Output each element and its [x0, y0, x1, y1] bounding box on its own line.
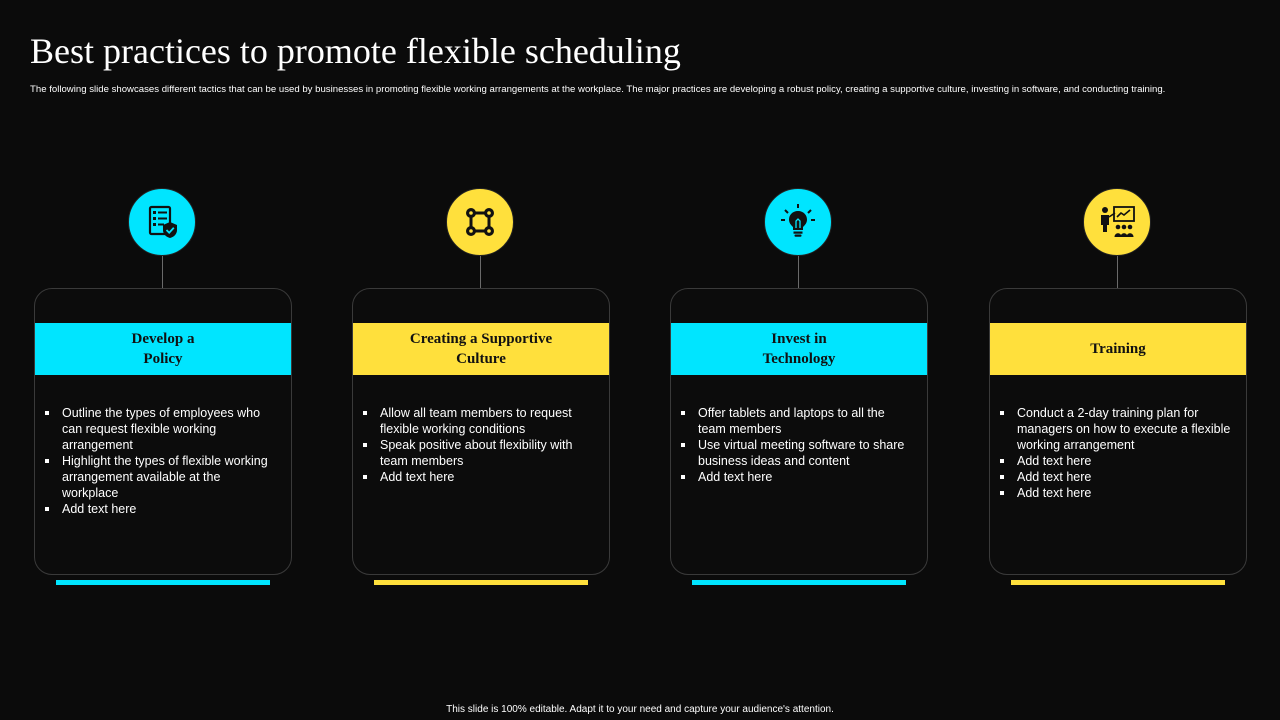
- card-heading: Training: [990, 323, 1246, 375]
- list-item: Add text here: [1017, 485, 1234, 501]
- list-item: Highlight the types of flexible working arrangement available at the workplace: [62, 453, 279, 501]
- practice-card: [989, 288, 1247, 575]
- card-heading: Invest in Technology: [671, 323, 927, 375]
- policy-icon-circle: [128, 188, 196, 256]
- list-item: Add text here: [62, 501, 279, 517]
- training-icon-circle: [1083, 188, 1151, 256]
- list-item: Add text here: [1017, 469, 1234, 485]
- card-accent-bar: [1011, 580, 1225, 585]
- training-presentation-icon: [1097, 202, 1137, 242]
- practice-card: [34, 288, 292, 575]
- card-bullet-list: [990, 405, 1246, 501]
- card-heading: Develop a Policy: [35, 323, 291, 375]
- card-bullet-list: [35, 405, 291, 517]
- practice-column-training: [989, 188, 1247, 588]
- list-item: Offer tablets and laptops to all the team members: [698, 405, 915, 437]
- card-accent-bar: [374, 580, 588, 585]
- team-network-icon: [460, 202, 500, 242]
- connector-line: [798, 256, 799, 288]
- culture-icon-circle: [446, 188, 514, 256]
- card-accent-bar: [56, 580, 270, 585]
- list-item: Add text here: [380, 469, 597, 485]
- connector-line: [162, 256, 163, 288]
- connector-line: [1117, 256, 1118, 288]
- technology-icon-circle: [764, 188, 832, 256]
- card-bullet-list: [353, 405, 609, 485]
- practice-column-technology: [670, 188, 928, 588]
- card-accent-bar: [692, 580, 906, 585]
- lightbulb-icon: [778, 202, 818, 242]
- card-bullet-list: [671, 405, 927, 485]
- list-item: Allow all team members to request flexible working conditions: [380, 405, 597, 437]
- practice-card: [352, 288, 610, 575]
- list-item: Use virtual meeting software to share business ideas and content: [698, 437, 915, 469]
- list-item: Add text here: [698, 469, 915, 485]
- slide-title: Best practices to promote flexible scheduling: [30, 31, 681, 71]
- slide-subtitle: The following slide showcases different tactics that can be used by businesses in promoting flexible working arrangements at the workplace. The major practices are developing a robust policy, creating a supportive culture, investing in software, and conducting training.: [30, 84, 1166, 95]
- list-item: Outline the types of employees who can request flexible working arrangement: [62, 405, 279, 453]
- practice-card: [670, 288, 928, 575]
- list-item: Add text here: [1017, 453, 1234, 469]
- list-item: Speak positive about flexibility with team members: [380, 437, 597, 469]
- practice-column-policy: [34, 188, 292, 588]
- list-item: Conduct a 2-day training plan for managers on how to execute a flexible working arrangement: [1017, 405, 1234, 453]
- practice-column-culture: [352, 188, 610, 588]
- policy-checklist-icon: [142, 202, 182, 242]
- card-heading: Creating a Supportive Culture: [353, 323, 609, 375]
- connector-line: [480, 256, 481, 288]
- footer-note: This slide is 100% editable. Adapt it to your need and capture your audience's attention.: [446, 704, 834, 715]
